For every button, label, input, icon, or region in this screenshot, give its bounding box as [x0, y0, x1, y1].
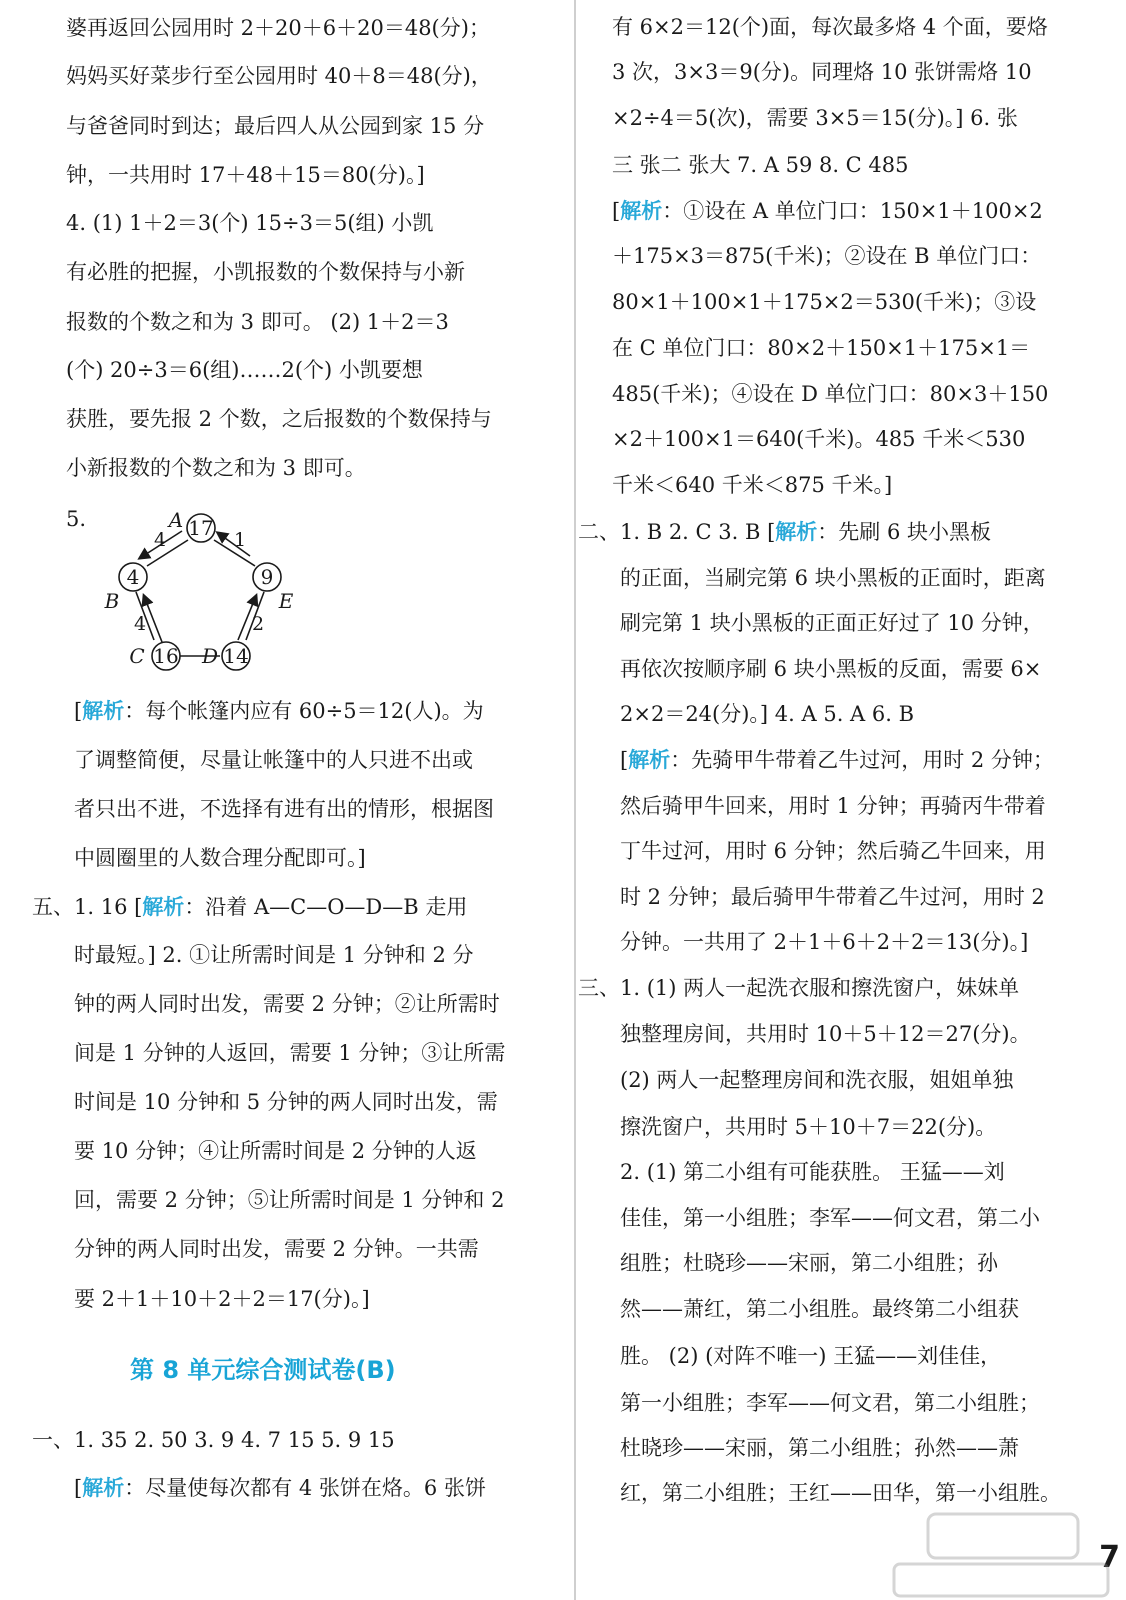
- line-text: 妈妈买好菜步行至公园用时 40＋8＝48(分)，: [66, 64, 492, 88]
- line-text: 者只出不进，不选择有进有出的情形，根据图: [74, 797, 494, 821]
- right-text-line: [620, 1294, 1019, 1324]
- right-text-line: [620, 927, 1028, 957]
- line-text: 再依次按顺序刷 6 块小黑板的反面，需要 6×: [620, 657, 1042, 681]
- right-text-line: [620, 563, 1046, 593]
- arrow-value-17-4: 4: [153, 529, 167, 551]
- line-text: 然后骑甲牛回来，用时 1 分钟；再骑丙牛带着: [620, 794, 1046, 818]
- line-text: 485(千米)；④设在 D 单位门口：80×3＋150: [612, 382, 1049, 406]
- right-text-line: [578, 517, 991, 547]
- line-text: ：先刷 6 块小黑板: [817, 520, 992, 544]
- line-text: 3 次，3×3＝9(分)。同理烙 10 张饼需烙 10: [612, 60, 1032, 84]
- right-text-line: [612, 333, 1030, 363]
- right-text-line: [620, 836, 1046, 866]
- right-text-line: [612, 241, 1041, 271]
- right-text-line: [612, 379, 1048, 409]
- right-text-line: [620, 699, 914, 729]
- left-text-line: [74, 794, 494, 824]
- right-text-line: [620, 1433, 1019, 1463]
- line-text: 三、1. (1) 两人一起洗衣服和擦洗窗户，妹妹单: [578, 976, 1020, 1000]
- left-text-line: [74, 1185, 504, 1215]
- line-text: 4. (1) 1＋2＝3(个) 15÷3＝5(组) 小凯: [66, 211, 434, 235]
- node-value-c: 16: [153, 644, 179, 668]
- right-text-line: [620, 1248, 998, 1278]
- line-prefix: [: [612, 199, 621, 223]
- line-text: 获胜，要先报 2 个数，之后报数的个数保持与: [66, 407, 492, 431]
- left-text-line: [66, 307, 449, 337]
- line-prefix: [: [74, 699, 83, 723]
- right-text-line: [620, 1388, 1040, 1418]
- right-text-line: [620, 1112, 996, 1142]
- line-text: 报数的个数之和为 3 即可。 (2) 1＋2＝3: [66, 310, 449, 334]
- line-text: 刷完第 1 块小黑板的正面正好过了 10 分钟，: [620, 611, 1044, 635]
- left-text-line: [74, 1234, 479, 1264]
- node-value-e: 9: [260, 565, 274, 589]
- left-text-line: [66, 111, 484, 141]
- left-text-line: [74, 940, 474, 970]
- node-value-d: 14: [223, 644, 249, 668]
- line-text: 时最短。] 2. ①让所需时间是 1 分钟和 2 分: [74, 943, 474, 967]
- line-text: 组胜；杜晓珍——宋丽，第二小组胜；孙: [620, 1251, 998, 1275]
- line-text: 三 张二 张大 7. A 59 8. C 485: [612, 153, 909, 177]
- right-text-line: [612, 470, 892, 500]
- line-text: 小新报数的个数之和为 3 即可。: [66, 456, 366, 480]
- line-text: ×2＋100×1＝640(千米)。485 千米＜530: [612, 427, 1026, 451]
- line-text: 擦洗窗户，共用时 5＋10＋7＝22(分)。: [620, 1115, 997, 1139]
- line-text: 2×2＝24(分)。] 4. A 5. A 6. B: [620, 702, 915, 726]
- right-text-line: [620, 791, 1046, 821]
- line-text: 中圆圈里的人数合理分配即可。]: [74, 846, 366, 870]
- line-text: (个) 20÷3＝6(组)……2(个) 小凯要想: [66, 358, 423, 382]
- pentagon-diagram: [100, 506, 310, 678]
- left-text-line: [32, 892, 467, 922]
- left-text-line: [32, 1425, 395, 1455]
- right-text-line: [612, 424, 1025, 454]
- line-text: 要 2＋1＋10＋2＋2＝17(分)。]: [74, 1287, 370, 1311]
- line-text: 第一小组胜；李军——何文君，第二小组胜；: [620, 1391, 1040, 1415]
- left-text-line: [74, 1473, 486, 1503]
- line-text: ＋175×3＝875(千米)；②设在 B 单位门口：: [612, 244, 1042, 268]
- line-text: (2) 两人一起整理房间和洗衣服，姐姐单独: [620, 1068, 1014, 1092]
- line-text: ：沿着 A—C—O—D—B 走用: [184, 895, 468, 919]
- line-text: 千米＜640 千米＜875 千米。]: [612, 473, 893, 497]
- line-text: 婆再返回公园用时 2＋20＋6＋20＝48(分)；: [66, 16, 490, 40]
- line-text: 分钟的两人同时出发，需要 2 分钟。一共需: [74, 1237, 479, 1261]
- left-text-line: [74, 1136, 477, 1166]
- node-label-c: C: [129, 644, 145, 668]
- line-prefix: [: [74, 1476, 83, 1500]
- line-text: ：先骑甲牛带着乙牛过河，用时 2 分钟；: [670, 748, 1054, 772]
- line-prefix: 五、1. 16 [: [32, 895, 143, 919]
- node-value-b: 4: [126, 565, 140, 589]
- node-label-d: D: [201, 644, 219, 668]
- node-label-e: E: [278, 589, 294, 613]
- line-text: 杜晓珍——宋丽，第二小组胜；孙然——萧: [620, 1436, 1019, 1460]
- line-text: 时间是 10 分钟和 5 分钟的两人同时出发，需: [74, 1090, 498, 1114]
- left-text-line: [66, 453, 366, 483]
- left-text-line: [74, 843, 366, 873]
- line-text: 与爸爸同时到达；最后四人从公园到家 15 分: [66, 114, 485, 138]
- column-divider: [574, 0, 576, 1600]
- right-text-line: [612, 287, 1036, 317]
- right-text-line: [620, 1019, 1031, 1049]
- line-text: 胜。 (2) (对阵不唯一) 王猛——刘佳佳，: [620, 1344, 1002, 1368]
- line-text: 佳佳，第一小组胜；李军——何文君，第二小: [620, 1206, 1040, 1230]
- right-text-line: [620, 1478, 1061, 1508]
- right-text-line: [612, 12, 1048, 42]
- line-prefix: 二、1. B 2. C 3. B [: [578, 520, 776, 544]
- line-text: 2. (1) 第二小组有可能获胜。 王猛——刘: [620, 1160, 1005, 1184]
- left-text-line: [66, 404, 492, 434]
- analysis-keyword: 解析: [775, 519, 818, 544]
- line-text: 了调整简便，尽量让帐篷中的人只进不出或: [74, 748, 473, 772]
- right-text-line: [620, 608, 1044, 638]
- left-text-line: [74, 745, 473, 775]
- left-text-line: [74, 1087, 498, 1117]
- right-text-line: [612, 103, 1018, 133]
- line-text: 的正面，当刷完第 6 块小黑板的正面时，距离: [620, 566, 1046, 590]
- analysis-keyword: 解析: [142, 894, 185, 919]
- line-text: ×2÷4＝5(次)，需要 3×5＝15(分)。] 6. 张: [612, 106, 1018, 130]
- arrow-value-9-17: 1: [233, 529, 247, 551]
- arrow-value-14-9: 2: [251, 613, 265, 635]
- line-text: 在 C 单位门口：80×2＋150×1＋175×1＝: [612, 336, 1031, 360]
- right-text-line: [620, 882, 1045, 912]
- right-text-line: [578, 973, 1019, 1003]
- line-text: 钟，一共用时 17＋48＋15＝80(分)。]: [66, 163, 425, 187]
- line-text: 时 2 分钟；最后骑甲牛带着乙牛过河，用时 2: [620, 885, 1045, 909]
- left-text-line: [74, 1038, 505, 1068]
- analysis-keyword: 解析: [82, 1475, 125, 1500]
- left-text-line: [66, 61, 492, 91]
- left-text-line: [66, 13, 490, 43]
- analysis-keyword: 解析: [82, 698, 125, 723]
- right-text-line: [612, 196, 1043, 226]
- left-text-line: [66, 208, 433, 238]
- left-text-line: [66, 504, 86, 534]
- line-text: 要 10 分钟；④让所需时间是 2 分钟的人返: [74, 1139, 477, 1163]
- line-text: 间是 1 分钟的人返回，需要 1 分钟；③让所需: [74, 1041, 506, 1065]
- left-text-line: [74, 1284, 370, 1314]
- right-text-line: [620, 654, 1041, 684]
- line-text: 80×1＋100×1＋175×2＝530(千米)；③设: [612, 290, 1037, 314]
- line-text: 钟的两人同时出发，需要 2 分钟；②让所需时: [74, 992, 500, 1016]
- watermark-logo: [880, 1508, 1120, 1600]
- right-text-line: [620, 1341, 1001, 1371]
- line-text: 丁牛过河，用时 6 分钟；然后骑乙牛回来，用: [620, 839, 1046, 863]
- line-text: ：每个帐篷内应有 60÷5＝12(人)。为: [124, 699, 484, 723]
- right-text-line: [620, 745, 1054, 775]
- line-text: ：①设在 A 单位门口：150×1＋100×2: [662, 199, 1043, 223]
- node-value-a: 17: [188, 516, 214, 540]
- line-prefix: [: [620, 748, 629, 772]
- left-text-line: [74, 696, 484, 726]
- node-label-a: A: [168, 508, 184, 532]
- line-text: 独整理房间，共用时 10＋5＋12＝27(分)。: [620, 1022, 1031, 1046]
- section-title: 第 8 单元综合测试卷(B): [130, 1356, 396, 1384]
- line-text: 5.: [66, 507, 87, 531]
- right-text-line: [612, 150, 909, 180]
- line-text: 红，第二小组胜；王红——田华，第一小组胜。: [620, 1481, 1061, 1505]
- node-label-b: B: [104, 589, 120, 613]
- left-text-line: [66, 355, 423, 385]
- pentagon-edges: [133, 540, 264, 656]
- left-text-line: [66, 257, 465, 287]
- right-text-line: [620, 1065, 1013, 1095]
- analysis-keyword: 解析: [620, 198, 663, 223]
- left-text-line: [74, 989, 500, 1019]
- line-text: 然——萧红，第二小组胜。最终第二小组获: [620, 1297, 1019, 1321]
- right-text-line: [612, 57, 1032, 87]
- left-text-line: [66, 160, 425, 190]
- line-text: 分钟。一共用了 2＋1＋6＋2＋2＝13(分)。]: [620, 930, 1029, 954]
- right-text-line: [620, 1203, 1040, 1233]
- line-text: 一、1. 35 2. 50 3. 9 4. 7 15 5. 9 15: [32, 1428, 395, 1452]
- page-number: 7: [1099, 1540, 1120, 1575]
- arrow-value-16-4: 4: [133, 613, 147, 635]
- line-text: 有必胜的把握，小凯报数的个数保持与小新: [66, 260, 465, 284]
- right-text-line: [620, 1157, 1005, 1187]
- line-text: ：尽量使每次都有 4 张饼在烙。6 张饼: [124, 1476, 486, 1500]
- line-text: 有 6×2＝12(个)面，每次最多烙 4 个面，要烙: [612, 15, 1048, 39]
- line-text: 回，需要 2 分钟；⑤让所需时间是 1 分钟和 2: [74, 1188, 505, 1212]
- analysis-keyword: 解析: [628, 747, 671, 772]
